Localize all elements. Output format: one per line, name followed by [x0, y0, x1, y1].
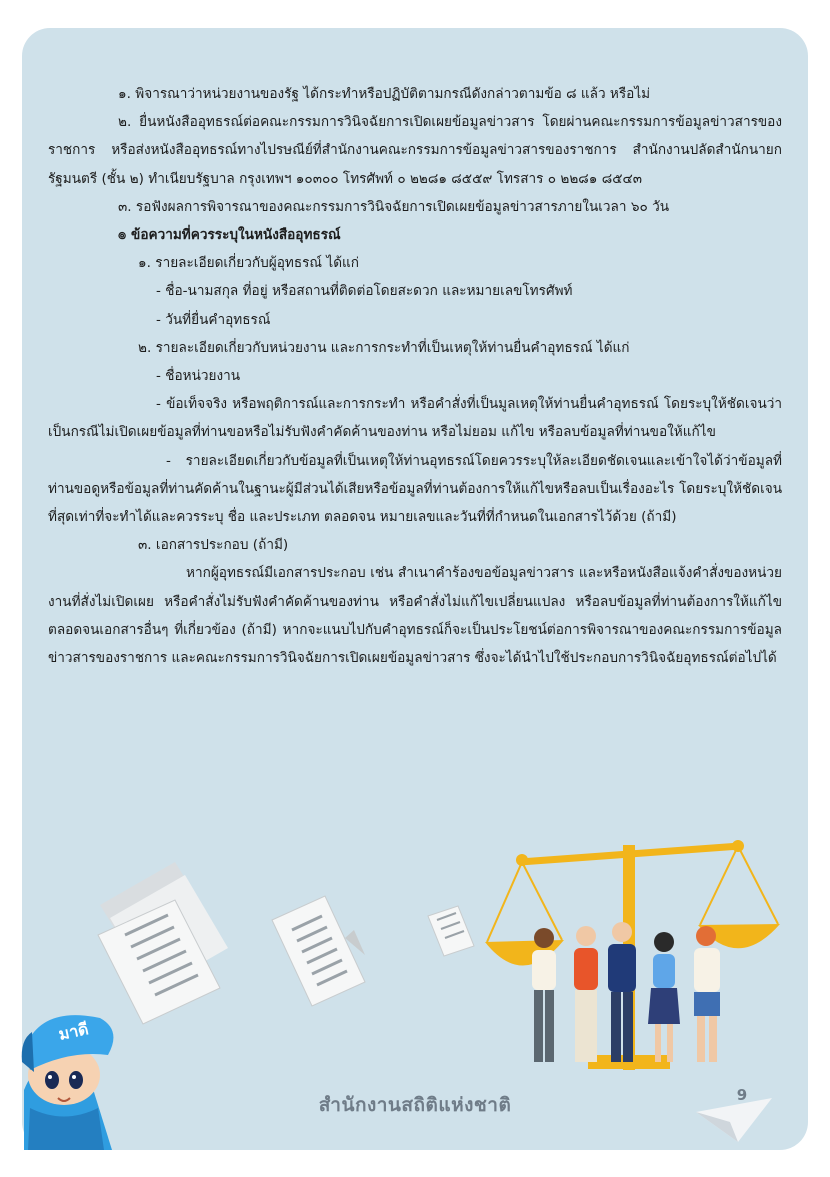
item-2: ๒. รายละเอียดเกี่ยวกับหน่วยงาน และการกระทำที่เป็นเหตุให้ท่านยื่นคำอุทธรณ์ ได้แก่ — [138, 339, 630, 356]
item-3: ๓. เอกสารประกอบ (ถ้ามี) — [138, 537, 289, 554]
mascot-icon — [22, 1015, 114, 1150]
item-2-sub-2: - ข้อเท็จจริง หรือพฤติการณ์และการกระทำ หรือคำสั่งที่เป็นมูลเหตุให้ท่านยื่นคำอุทธรณ์ โดยระบุให้ชัดเจนว่าเป็นกรณีไม่เปิดเผยข้อมูลที่ท่านขอหรือไม่รับฟังคำคัดค้านของท่าน หรือไม่ยอม แก้ไข หรือลบข้อมูลที่ท่านขอให้แก้ไข — [48, 396, 782, 441]
person-5 — [694, 926, 720, 1062]
paragraph-1: ๑. พิจารณาว่าหน่วยงานของรัฐ ได้กระทำหรือปฏิบัติตามกรณีดังกล่าวตามข้อ ๘ แล้ว หรือไม่ — [118, 86, 651, 102]
paragraph-2: ๒. ยื่นหนังสืออุทธรณ์ต่อคณะกรรมการวินิจฉัยการเปิดเผยข้อมูลข่าวสาร โดยผ่านคณะกรรมการข้อมูลข่าวสารของราชการ หรือส่งหนังสืออุทธรณ์ทางไปรษณีย์ที่สำนักงานคณะกรรมการข้อมูลข่าวสารของราชการ สำนักงานปลัดสำนักนายกรัฐมนตรี (ชั้น ๒) ทำเนียบรัฐบาล กรุงเทพฯ ๑๐๓๐๐ โทรศัพท์ ๐ ๒๒๘๑ ๘๕๕๙ โทรสาร ๐ ๒๒๘๑ ๘๕๔๓ — [48, 114, 782, 187]
item-2-sub-1: - ชื่อหน่วยงาน — [156, 368, 241, 385]
document-icon — [272, 896, 365, 1006]
mascot-cap-text: มาดี — [56, 1019, 91, 1044]
item-1: ๑. รายละเอียดเกี่ยวกับผู้อุทธรณ์ ได้แก่ — [138, 255, 360, 272]
item-1-sub-2: - วันที่ยื่นคำอุทธรณ์ — [156, 311, 271, 328]
person-4 — [648, 932, 680, 1062]
section-heading: ๏ ข้อความที่ควรระบุในหนังสืออุทธรณ์ — [118, 227, 341, 244]
page-number: 9 — [736, 1086, 748, 1104]
document-stack-icon — [98, 862, 228, 1024]
item-2-sub-3: - รายละเอียดเกี่ยวกับข้อมูลที่เป็นเหตุให้ท่านอุทธรณ์โดยควรระบุให้ละเอียดชัดเจนและเข้าใจได้ว่าข้อมูลที่ท่านขอดูหรือข้อมูลที่ท่านคัดค้านในฐานะผู้มีส่วนได้เสียหรือข้อมูลที่ท่านต้องการให้แก้ไขหรือลบเป็นเรื่องอะไร โดยระบุให้ชัดเจนที่สุดเท่าที่จะทำได้และควรระบุ ชื่อ และประเภท ตลอดจน หมายเลขและวันที่ที่กำหนดในเอกสารไว้ด้วย (ถ้ามี) — [48, 452, 782, 526]
document-icon-small — [428, 906, 474, 956]
person-2 — [574, 926, 598, 1062]
footer-title: สำนักงานสถิติแห่งชาติ — [318, 1094, 512, 1116]
item-1-sub-1: - ชื่อ-นามสกุล ที่อยู่ หรือสถานที่ติดต่อโดยสะดวก และหมายเลขโทรศัพท์ — [156, 283, 573, 300]
paragraph-3: ๓. รอฟังผลการพิจารณาของคณะกรรมการวินิจฉัยการเปิดเผยข้อมูลข่าวสารภายในเวลา ๖๐ วัน — [118, 198, 670, 215]
item-3-body: หากผู้อุทธรณ์มีเอกสารประกอบ เช่น สำเนาคำร้องขอข้อมูลข่าวสาร และหรือหนังสือแจ้งคำสั่งของหน่วยงานที่สั่งไม่เปิดเผย หรือคำสั่งไม่รับฟังคำคัดค้านของท่าน หรือคำสั่งไม่แก้ไขเปลี่ยนแปลง หรือลบข้อมูลที่ท่านต้องการให้แก้ไข ตลอดจนเอกสารอื่นๆ ที่เกี่ยวข้อง (ถ้ามี) หากจะแนบไปกับคำอุทธรณ์ก็จะเป็นประโยชน์ต่อการพิจารณาของคณะกรรมการข้อมูลข่าวสารของราชการ และคณะกรรมการวินิจฉัยการเปิดเผยข้อมูลข่าวสาร ซึ่งจะได้นำไปใช้ประกอบการวินิจฉัยอุทธรณ์ต่อไปได้ — [48, 565, 782, 667]
